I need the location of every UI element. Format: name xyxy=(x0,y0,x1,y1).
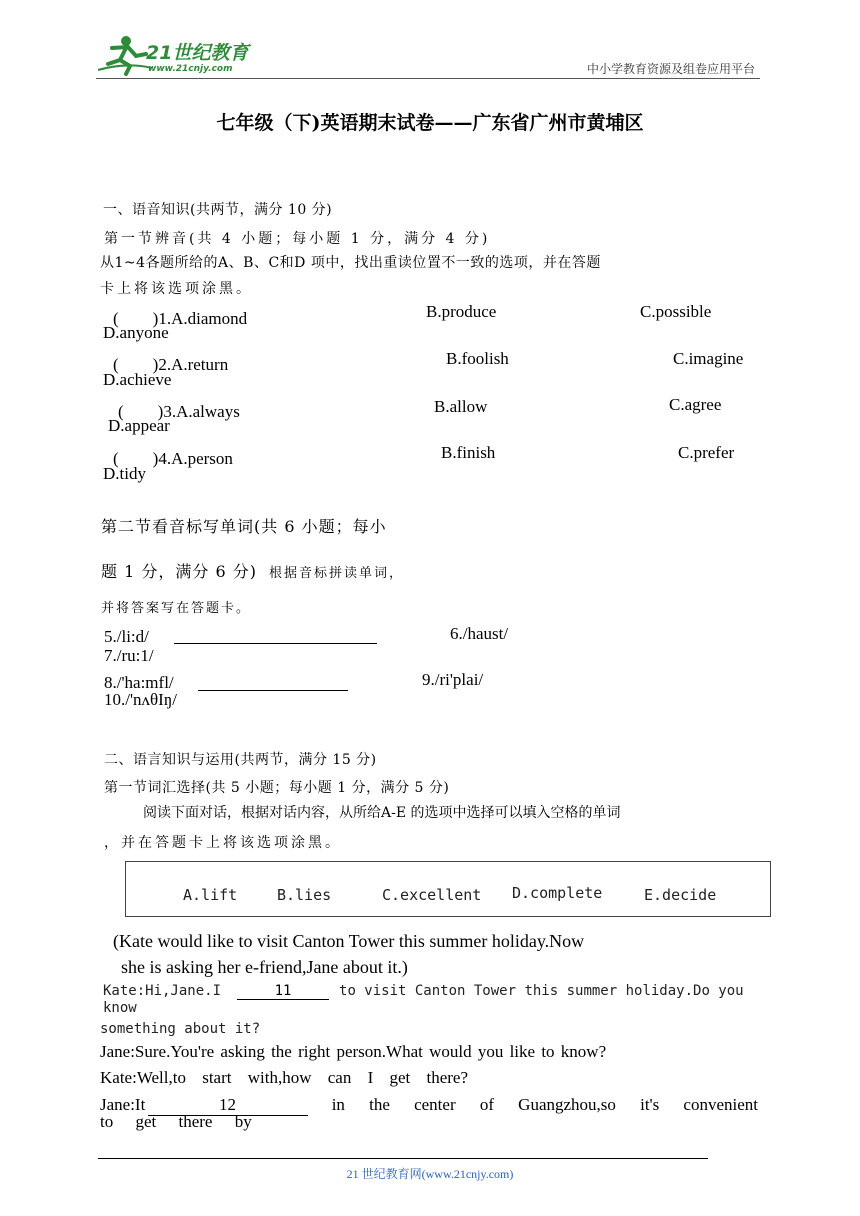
question-4-option-c: C.prefer xyxy=(678,443,735,462)
part1-section2-instruction-inline: 根据音标拼读单词， xyxy=(268,566,404,581)
blank-11[interactable]: 11 xyxy=(237,983,329,1000)
phonetic-q10: 10./'nʌθIŋ/ xyxy=(104,690,177,709)
kate1-prefix: Kate:Hi,Jane.I xyxy=(103,983,222,999)
answer-line-q8[interactable] xyxy=(198,690,348,691)
jane2-word: of xyxy=(479,1095,494,1114)
dialogue-kate-line1-wrap: know xyxy=(103,1000,137,1016)
answer-line-q5[interactable] xyxy=(174,643,377,644)
phonetic-q7: 7./ru:1/ xyxy=(104,646,154,665)
jane2-prefix: Jane:It xyxy=(100,1095,146,1114)
dialogue-jane-line1: Jane:Sure.You're asking the right person.What would you like to know? xyxy=(100,1042,607,1061)
part2-heading: 二、语言知识与运用(共两节，满分 15 分) xyxy=(104,752,377,768)
option-e: E.decide xyxy=(644,886,717,904)
part2-section1-heading: 第一节词汇选择(共 5 小题；每小题 1 分，满分 5 分) xyxy=(104,780,450,796)
dialogue-jane-line2-cont: to get there by xyxy=(100,1112,252,1131)
dialogue-intro-line1: (Kate would like to visit Canton Tower this summer holiday.Now xyxy=(113,931,585,951)
word-options-box xyxy=(125,861,771,917)
footer-link[interactable]: 21 世纪教育网(www.21cnjy.com) xyxy=(346,1167,514,1181)
question-1-option-c: C.possible xyxy=(640,302,712,321)
part1-section2-instruction-line2: 并将答案写在答题卡。 xyxy=(101,601,252,616)
jane2-word: convenient xyxy=(683,1095,758,1114)
kate1-suffix: to visit Canton Tower this summer holiday.Do you xyxy=(339,983,744,999)
question-3-stem: ( )3.A.always xyxy=(118,402,240,421)
option-d: D.complete xyxy=(512,884,603,902)
dialogue-intro-line2: she is asking her e-friend,Jane about it.) xyxy=(121,957,408,977)
jane2-word: center xyxy=(414,1095,456,1114)
question-4-stem: ( )4.A.person xyxy=(113,449,233,468)
part1-section1-heading: 第一节辨音(共 4 小题；每小题 1 分，满分 4 分) xyxy=(104,231,491,247)
question-1-option-d: D.anyone xyxy=(103,323,169,342)
question-1-stem: ( )1.A.diamond xyxy=(113,309,248,328)
dialogue-kate-line1 xyxy=(103,982,759,1000)
blank-12[interactable]: 12 xyxy=(148,1095,308,1116)
phonetic-q6: 6./haust/ xyxy=(450,624,509,643)
dialogue-kate-line2: Kate:Well,to start with,how can I get there? xyxy=(100,1068,469,1087)
question-3-option-c: C.agree xyxy=(669,395,722,414)
question-3-option-d: D.appear xyxy=(108,416,170,435)
question-4-option-b: B.finish xyxy=(441,443,496,462)
phonetic-q9: 9./ri'plai/ xyxy=(422,670,484,689)
part1-heading: 一、语音知识(共两节，满分 10 分) xyxy=(103,202,333,218)
jane2-word: in xyxy=(331,1095,345,1114)
jane2-word: it's xyxy=(640,1095,660,1114)
question-3-option-b: B.allow xyxy=(434,397,488,416)
part1-instruction-line2: 卡上将该选项涂黑。 xyxy=(100,281,253,297)
option-b: B.lies xyxy=(277,886,332,904)
part1-section2-heading-line2-row xyxy=(101,559,404,582)
header-divider xyxy=(96,78,760,79)
question-2-stem: ( )2.A.return xyxy=(113,355,229,374)
part1-instruction-line1: 从1~4各题所给的A、B、C和D 项中，找出重读位置不一致的选项，并在答题 xyxy=(100,255,601,271)
page-title: 七年级（下)英语期末试卷——广东省广州市黄埔区 xyxy=(216,112,644,134)
site-logo xyxy=(96,34,261,78)
phonetic-q5: 5./li:d/ xyxy=(104,627,149,646)
jane2-word: the xyxy=(369,1095,390,1114)
question-2-option-b: B.foolish xyxy=(446,349,509,368)
question-2-option-d: D.achieve xyxy=(103,370,172,389)
dialogue-kate-line1-cont: something about it? xyxy=(100,1021,261,1037)
logo-url: www.21cnjy.com xyxy=(148,64,233,74)
platform-label: 中小学教育资源及组卷应用平台 xyxy=(586,62,755,76)
question-4-option-d: D.tidy xyxy=(103,464,146,483)
footer-divider xyxy=(98,1158,708,1159)
option-c: C.excellent xyxy=(382,886,482,904)
part1-section2-heading-line2: 题 1 分，满分 6 分) xyxy=(101,562,257,581)
question-2-option-c: C.imagine xyxy=(673,349,744,368)
part2-instruction-line1: 阅读下面对话，根据对话内容，从所给A-E 的选项中选择可以填入空格的单词 xyxy=(143,805,621,821)
option-a: A.lift xyxy=(183,886,238,904)
part1-section2-heading-line1: 第二节看音标写单词(共 6 小题；每小 xyxy=(101,517,387,536)
jane2-word: Guangzhou,so xyxy=(518,1095,616,1114)
phonetic-q8: 8./'ha:mfl/ xyxy=(104,673,174,692)
question-1-option-b: B.produce xyxy=(426,302,497,321)
part2-instruction-line2: ，并在答题卡上将该选项涂黑。 xyxy=(104,835,342,851)
logo-title: 21世纪教育 xyxy=(146,42,249,64)
